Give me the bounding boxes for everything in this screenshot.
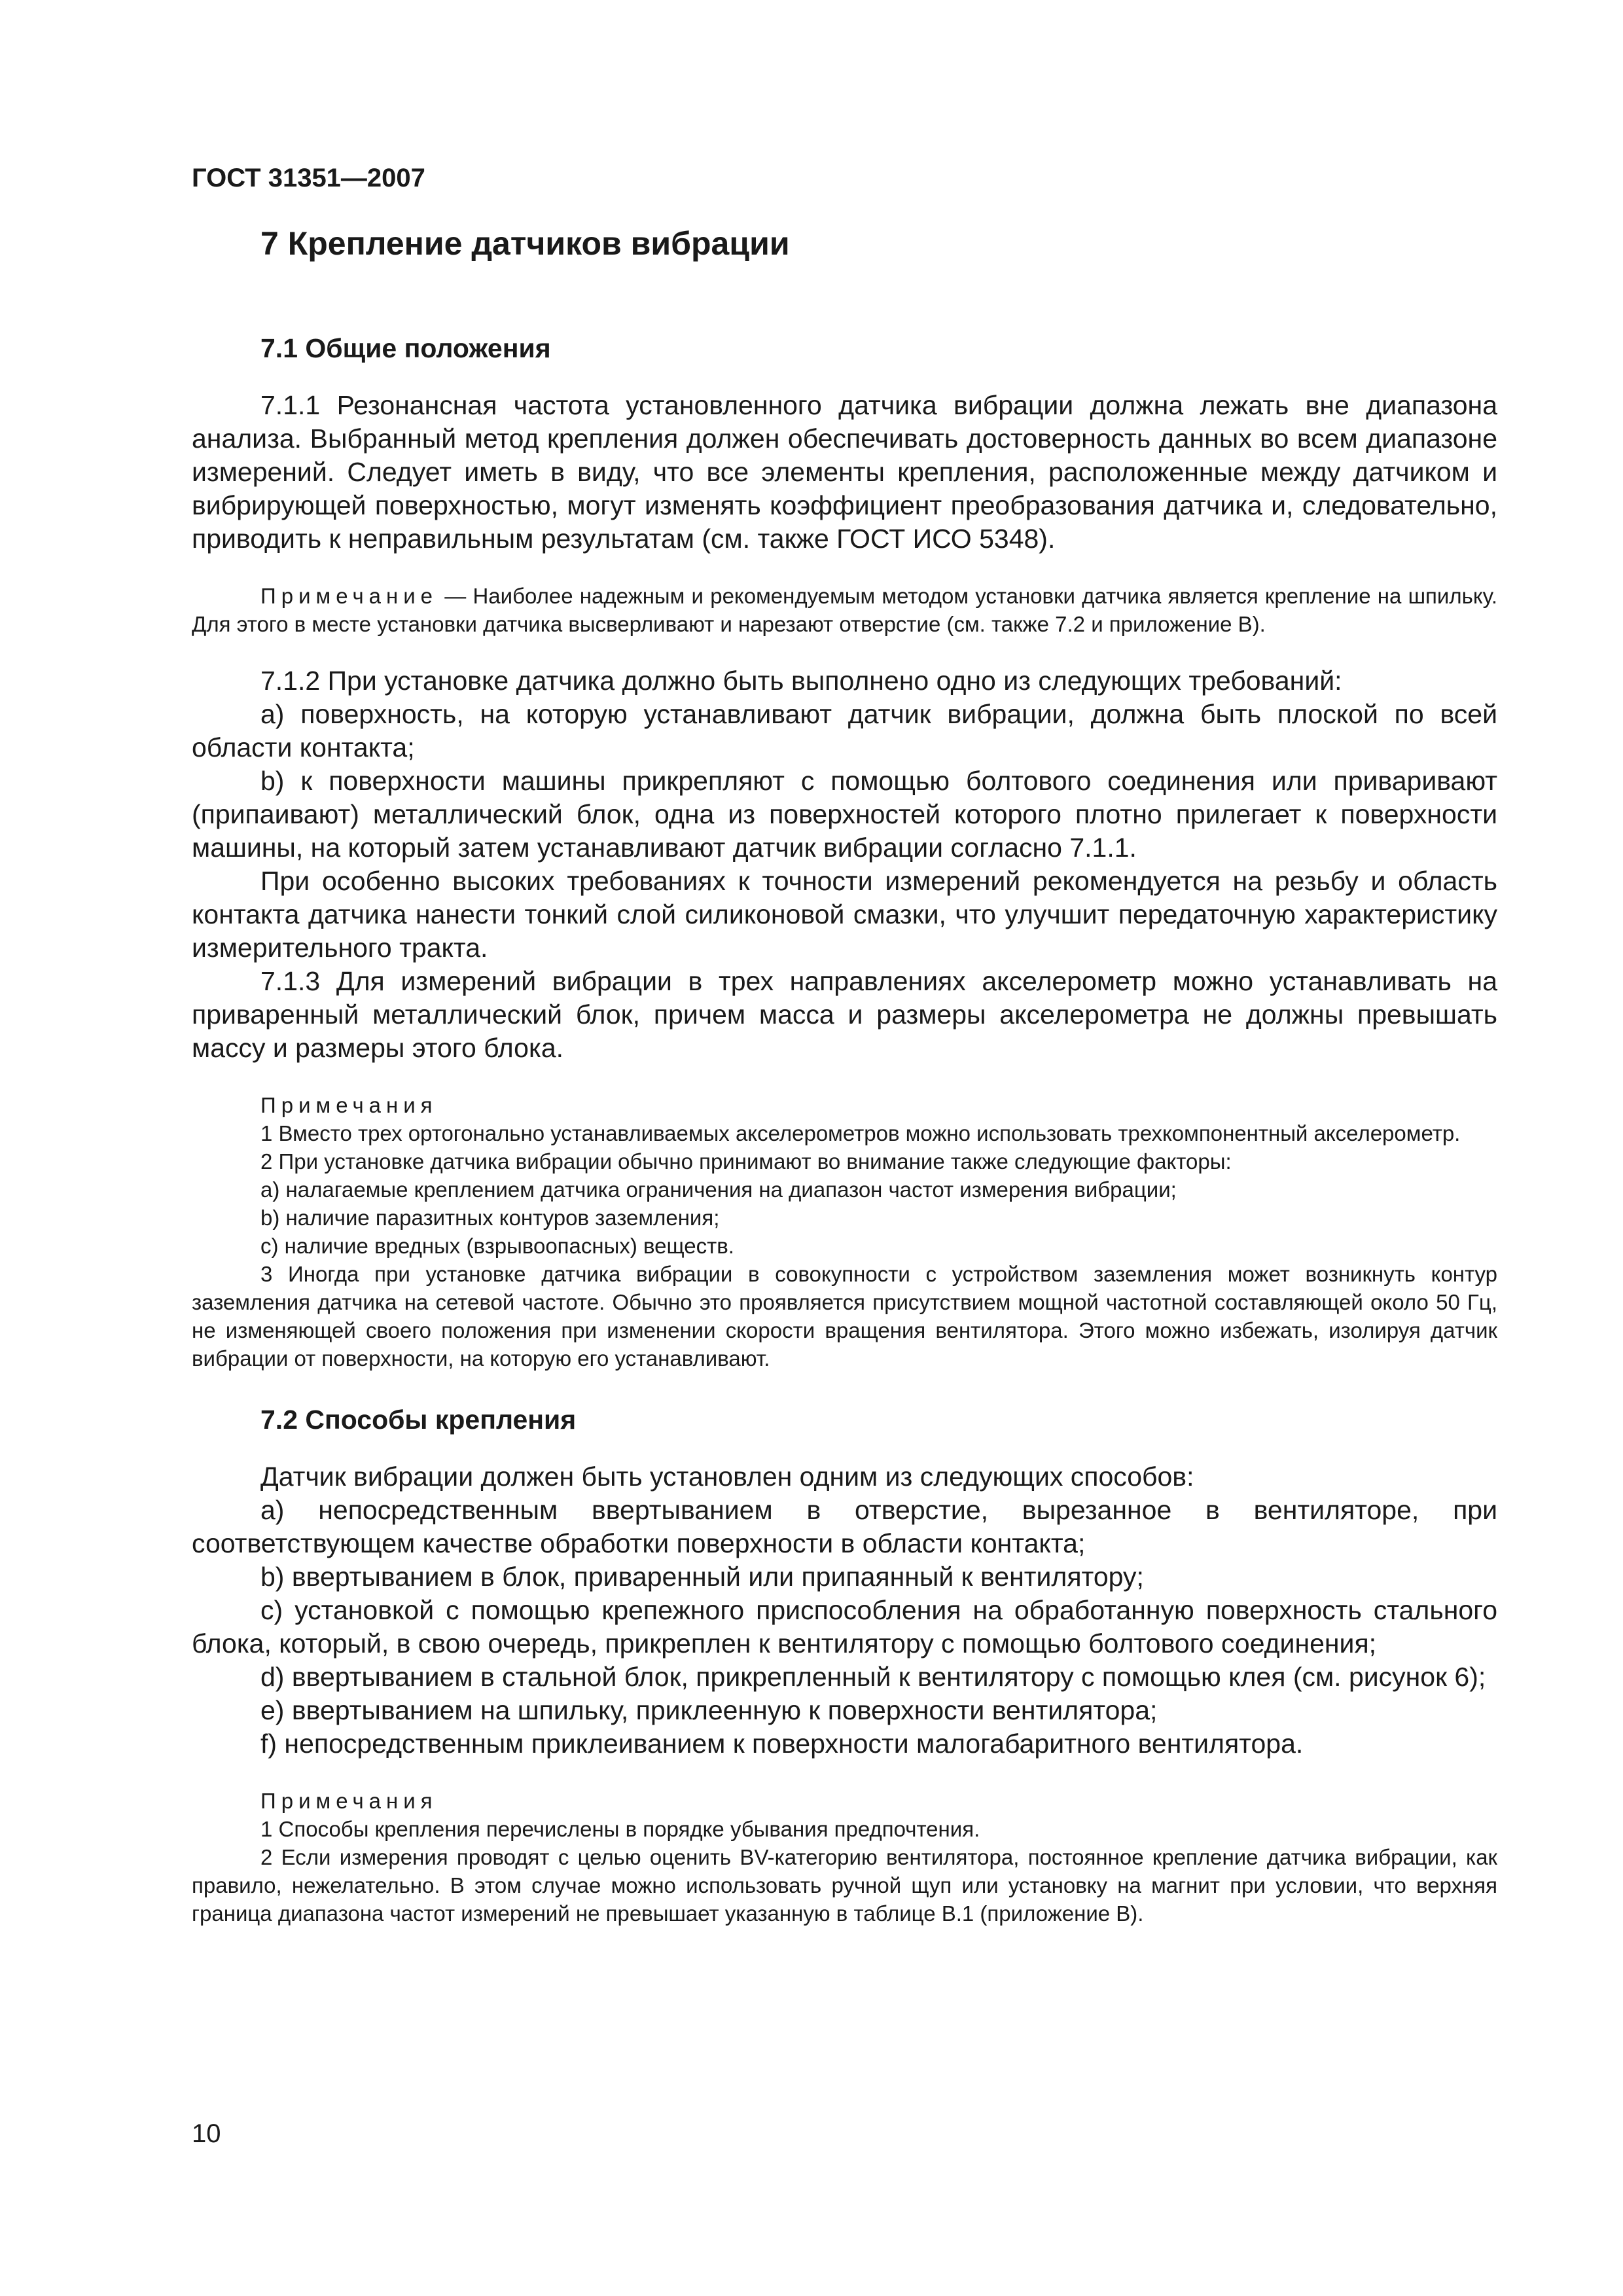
note-7-1 xyxy=(192,582,1497,638)
note-item: c) наличие вредных (взрывоопасных) веществ. xyxy=(260,1234,734,1258)
note-text: — Наиболее надежным и рекомендуемым методом установки датчика является крепление на шпильку. Для этого в месте установки датчика высверливают и нарезают отверстие (см. также 7.2 и приложение В). xyxy=(192,584,1497,636)
page-number: 10 xyxy=(192,2119,221,2148)
paragraph-7-1-3: 7.1.3 Для измерений вибрации в трех направлениях акселерометр можно устанавливать на приваренный металлический блок, причем масса и размеры акселерометра не должны превышать массу и размеры этого блока. xyxy=(192,966,1497,1063)
document-code: ГОСТ 31351—2007 xyxy=(192,164,425,192)
list-item-e: e) ввертыванием на шпильку, приклеенную к поверхности вентилятора; xyxy=(260,1695,1158,1725)
list-item-a: a) поверхность, на которую устанавливают датчик вибрации, должна быть плоской по всей области контакта; xyxy=(192,699,1497,762)
paragraph-7-1-2-extra: При особенно высоких требованиях к точности измерений рекомендуется на резьбу и область контакта датчика нанести тонкий слой силиконовой смазки, что улучшит передаточную характеристику измерительного тракта. xyxy=(192,866,1497,963)
note-item: a) налагаемые креплением датчика ограничения на диапазон частот измерения вибрации; xyxy=(260,1177,1177,1202)
document-body xyxy=(192,223,1497,1928)
note-item: 2 Если измерения проводят с целью оценить BV-категорию вентилятора, постоянное крепление датчика вибрации, как правило, нежелательно. В этом случае можно использовать ручной щуп или установку на магнит при условии, что верхняя граница диапазона частот измерений не превышает указанную в таблице В.1 (приложение В). xyxy=(192,1845,1497,1926)
list-item-a: a) непосредственным ввертыванием в отверстие, вырезанное в вентиляторе, при соответствующем качестве обработки поверхности в области контакта; xyxy=(192,1495,1497,1558)
section-7-heading: 7 Крепление датчиков вибрации xyxy=(260,225,790,262)
note-item: 3 Иногда при установке датчика вибрации в совокупности с устройством заземления может возникнуть контур заземления датчика на сетевой частоте. Обычно это проявляется присутствием мощной частотной составляющей около 50 Гц, не изменяющей своего положения при изменении скорости вращения вентилятора. Этого можно избежать, изолируя датчик вибрации от поверхности, на которую его устанавливают. xyxy=(192,1262,1497,1371)
list-item-b: b) ввертыванием в блок, приваренный или припаянный к вентилятору; xyxy=(260,1562,1144,1592)
list-item-d: d) ввертыванием в стальной блок, прикрепленный к вентилятору с помощью клея (см. рисунок 6); xyxy=(260,1662,1486,1692)
notes-label: Примечания xyxy=(260,1093,438,1117)
subsection-7-2-heading: 7.2 Способы крепления xyxy=(260,1405,577,1435)
list-item-b: b) к поверхности машины прикрепляют с помощью болтового соединения или приваривают (припаивают) металлический блок, одна из поверхностей которого плотно прилегает к поверхности машины, на который затем устанавливают датчик вибрации согласно 7.1.1. xyxy=(192,766,1497,863)
note-item: 1 Способы крепления перечислены в порядке убывания предпочтения. xyxy=(260,1817,980,1841)
subsection-7-1-heading: 7.1 Общие положения xyxy=(260,333,551,363)
note-label: Примечание xyxy=(260,584,438,608)
paragraph-7-2-intro: Датчик вибрации должен быть установлен одним из следующих способов: xyxy=(260,1462,1194,1492)
paragraph-7-1-2: 7.1.2 При установке датчика должно быть выполнено одно из следующих требований: xyxy=(260,666,1342,696)
note-item: b) наличие паразитных контуров заземления; xyxy=(260,1206,720,1230)
note-item: 1 Вместо трех ортогонально устанавливаемых акселерометров можно использовать трехкомпонентный акселерометр. xyxy=(260,1121,1461,1145)
list-item-c: c) установкой с помощью крепежного приспособления на обработанную поверхность стального блока, который, в свою очередь, прикреплен к вентилятору с помощью болтового соединения; xyxy=(192,1595,1497,1659)
notes-label: Примечания xyxy=(260,1789,438,1813)
list-item-f: f) непосредственным приклеиванием к поверхности малогабаритного вентилятора. xyxy=(260,1729,1304,1759)
paragraph-7-1-1: 7.1.1 Резонансная частота установленного датчика вибрации должна лежать вне диапазона анализа. Выбранный метод крепления должен обеспечивать достоверность данных во всем диапазоне измерений. Следует иметь в виду, что все элементы крепления, расположенные между датчиком и вибрирующей поверхностью, могут изменять коэффициент преобразования датчика и, следовательно, приводить к неправильным результатам (см. также ГОСТ ИСО 5348). xyxy=(192,390,1497,554)
note-item: 2 При установке датчика вибрации обычно принимают во внимание также следующие факторы: xyxy=(260,1149,1232,1174)
